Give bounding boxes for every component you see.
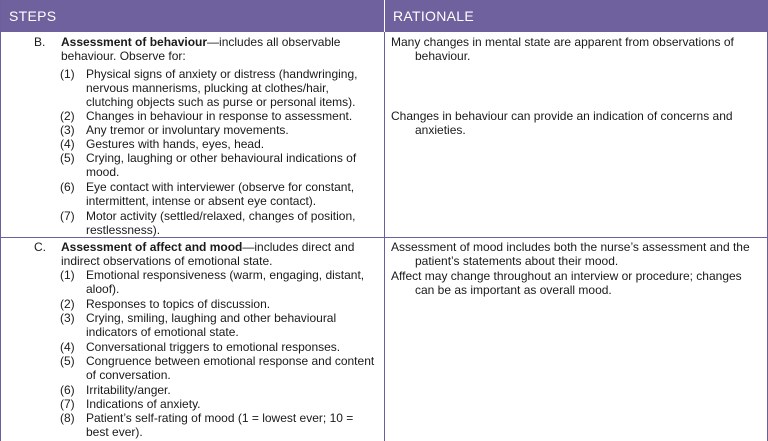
item-number: (7)	[60, 397, 75, 411]
section-title-bold: Assessment of affect and mood	[61, 240, 243, 254]
rationale-text: Assessment of mood includes both the nurse’s assessment and the patient’s statements about their mood.	[391, 240, 750, 268]
item-text: Crying, smiling, laughing and other behavioural indicators of emotional state.	[86, 311, 337, 339]
item-number: (5)	[60, 354, 75, 368]
item-text: Any tremor or involuntary movements.	[86, 123, 289, 137]
item-text: Physical signs of anxiety or distress (handwringing, nervous mannerisms, plucking at clothes/hair, clutching objects such as purse or personal items).	[86, 67, 358, 109]
item-number: (6)	[60, 383, 75, 397]
section-title-bold: Assessment of behaviour	[61, 35, 208, 49]
steps-column-header: STEPS	[1, 0, 384, 32]
item-text: Changes in behaviour in response to assessment.	[86, 109, 353, 123]
item-number: (2)	[60, 297, 75, 311]
item-number: (7)	[60, 209, 75, 223]
item-number: (3)	[60, 311, 75, 325]
item-number: (2)	[60, 109, 75, 123]
row-divider	[1, 237, 768, 238]
item-text: Conversational triggers to emotional responses.	[86, 340, 341, 354]
rationale-text: Affect may change throughout an interview or procedure; changes can be as important as overall mood.	[391, 269, 742, 297]
item-number: (1)	[60, 67, 75, 81]
item-number: (4)	[60, 137, 75, 151]
section-title	[61, 240, 379, 268]
item-text: Responses to topics of discussion.	[86, 297, 271, 311]
item-number: (4)	[60, 340, 75, 354]
item-text: Indications of anxiety.	[86, 397, 201, 411]
section-title-rest: —includes direct and indirect observations of emotional state.	[61, 240, 355, 268]
item-number: (3)	[60, 123, 75, 137]
item-text: Patient’s self-rating of mood (1 = lowest ever; 10 = best ever).	[86, 411, 354, 439]
item-text: Crying, laughing or other behavioural indications of mood.	[86, 151, 357, 179]
item-text: Irritability/anger.	[86, 383, 171, 397]
item-number: (1)	[60, 268, 75, 282]
item-number: (5)	[60, 151, 75, 165]
section-title-rest: —includes all observable behaviour. Observe for:	[61, 35, 341, 63]
item-number: (6)	[60, 180, 75, 194]
item-number: (8)	[60, 411, 75, 425]
rationale-column-header: RATIONALE	[385, 0, 768, 32]
rationale-text: Changes in behaviour can provide an indication of concerns and anxieties.	[391, 109, 733, 137]
item-text: Motor activity (settled/relaxed, changes of position, restlessness).	[86, 209, 356, 237]
section-title	[61, 35, 379, 63]
section-letter: B.	[34, 35, 46, 49]
section-letter: C.	[34, 240, 46, 254]
item-text: Congruence between emotional response and content of conversation.	[86, 354, 375, 382]
item-text: Eye contact with interviewer (observe for constant, intermittent, intense or absent eye contact).	[86, 180, 355, 208]
item-text: Emotional responsiveness (warm, engaging, distant, aloof).	[86, 268, 365, 296]
rationale-text: Many changes in mental state are apparent from observations of behaviour.	[391, 35, 734, 63]
item-text: Gestures with hands, eyes, head.	[86, 137, 265, 151]
